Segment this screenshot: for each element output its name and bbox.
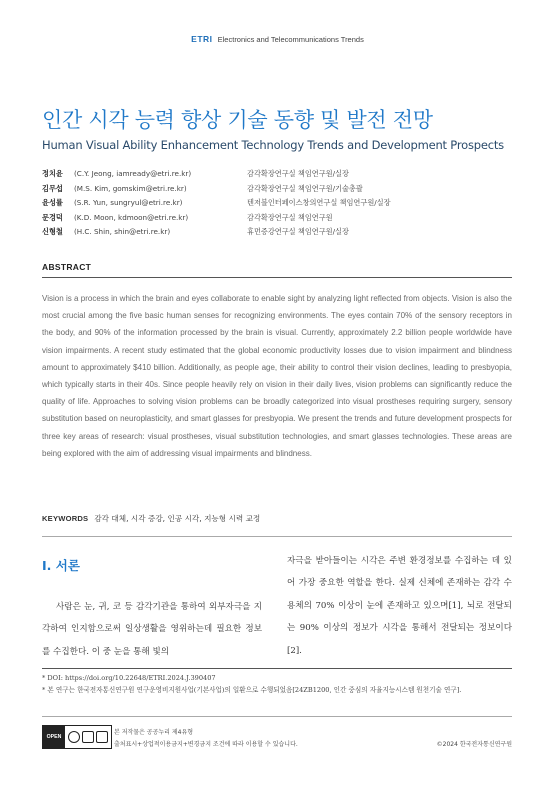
author-email: (S.R. Yun, sungryul@etri.re.kr)	[74, 198, 183, 207]
etri-logo: ETRI	[191, 34, 213, 44]
funding-text: * 본 연구는 한국전자통신연구원 연구운영비지원사업(기본사업)의 일환으로 수행되었음[24ZB1200, 인간 중심의 자율지능시스템 원천기술 연구].	[42, 686, 462, 694]
author-email: (M.S. Kim, gomskim@etri.re.kr)	[74, 183, 187, 193]
license-divider	[42, 716, 512, 717]
author-affiliation: 감각확장연구실 책임연구원/실장	[247, 169, 349, 178]
title-english: Human Visual Ability Enhancement Technology Trends and Development Prospects	[42, 138, 504, 152]
author-affiliation: 감각확장연구실 책임연구원/기술총괄	[247, 183, 363, 193]
author-email: (K.D. Moon, kdmoon@etri.re.kr)	[74, 212, 189, 222]
body-text-right-column: 자극을 받아들이는 시각은 주변 환경정보를 수집하는 데 있어 가장 중요한 역할을 한다. 실제 신체에 존재하는 감각 수용체의 70% 이상이 눈에 존재하고 있으며[1], 뇌로 전달되는 90% 이상의 정보가 시각을 통해서 전달되는 정보이다[2].	[287, 556, 512, 656]
author-row	[42, 213, 522, 228]
keywords-values: 감각 대체, 시각 증강, 인공 시각, 지능형 시력 교정	[94, 514, 261, 523]
keywords-line	[42, 513, 260, 524]
title-korean: 인간 시각 능력 향상 기술 동향 및 발전 전망	[42, 108, 433, 132]
license-line-1: 본 저작물은 공공누리 제4유형	[114, 729, 194, 736]
journal-header	[0, 34, 555, 44]
author-affiliation: 휴먼증강연구실 책임연구원/실장	[247, 227, 349, 236]
abstract-divider	[42, 277, 512, 278]
no-derivatives-icon	[96, 731, 108, 743]
noncommercial-icon	[82, 731, 94, 743]
copyright-notice: ©2024 한국전자통신연구원	[436, 741, 512, 748]
author-list	[42, 169, 522, 242]
author-row	[42, 198, 522, 213]
keywords-divider	[42, 536, 512, 537]
abstract-heading: ABSTRACT	[42, 262, 92, 272]
attribution-icon	[68, 731, 80, 743]
author-row	[42, 227, 522, 242]
author-name: 신형철	[42, 227, 63, 236]
doi-footnote	[42, 673, 510, 684]
journal-name: Electronics and Telecommunications Trends	[217, 35, 364, 44]
keywords-label: KEYWORDS	[42, 514, 89, 523]
section-heading: Ⅰ. 서론	[42, 558, 80, 573]
funding-footnote	[42, 685, 510, 696]
author-row	[42, 184, 522, 199]
license-icons	[65, 726, 111, 748]
footnote-divider	[42, 668, 512, 669]
open-label: OPEN	[43, 726, 65, 748]
kogl-license-badge	[42, 725, 112, 749]
doi-text[interactable]: * DOI: https://doi.org/10.22648/ETRI.2024.J.390407	[42, 674, 216, 682]
author-row	[42, 169, 522, 184]
author-name: 문경덕	[42, 212, 63, 222]
author-name: 김무섭	[42, 183, 63, 193]
abstract-text: Vision is a process in which the brain and eyes collaborate to enable sight by analyzing light reflected from objects. Vision is also the most crucial among the five basic human senses for recognizing environments. The eyes contain 70% of the sensory receptors in the body, and 90% of the information processed by the brain is visual. Currently, approximately 2.2 billion people worldwide have vision impairments. A recent study estimated that the global economic productivity losses due to vision impairment and blindness amount to approximately $410 billion. Additionally, as people age, their ability to control their vision declines, leading to presbyopia, which typically starts in their 40s. Since people heavily rely on vision in their daily lives, vision problems can significantly reduce the quality of life. Approaches to solving vision problems can be broadly categorized into visual prostheses requiring surgery, sensory substitution based on neuroplasticity, and smart glasses for presbyopia. We present the trends and future development prospects for three key areas of research: visual prostheses, visual substitution technologies, and smart glasses technologies. These areas are being explored with the aim of addressing visual impairments and blindness.	[42, 294, 512, 458]
author-email: (C.Y. Jeong, iamready@etri.re.kr)	[74, 169, 192, 178]
author-name: 정치윤	[42, 169, 63, 178]
author-email: (H.C. Shin, shin@etri.re.kr)	[74, 227, 171, 236]
author-affiliation: 감각확장연구실 책임연구원	[247, 212, 333, 222]
body-text-left-column: 사람은 눈, 귀, 코 등 감각기관을 통하여 외부자극을 지각하여 인지함으로써 일상생활을 영위하는데 필요한 정보를 수집한다. 이 중 눈을 통해 빛의	[42, 602, 262, 657]
license-text	[114, 727, 298, 750]
author-affiliation: 텐저블인터페이스창의연구실 책임연구원/실장	[247, 198, 391, 207]
author-name: 윤성률	[42, 198, 63, 207]
license-line-2: 출처표시+상업적이용금지+변경금지 조건에 따라 이용할 수 있습니다.	[114, 740, 298, 748]
